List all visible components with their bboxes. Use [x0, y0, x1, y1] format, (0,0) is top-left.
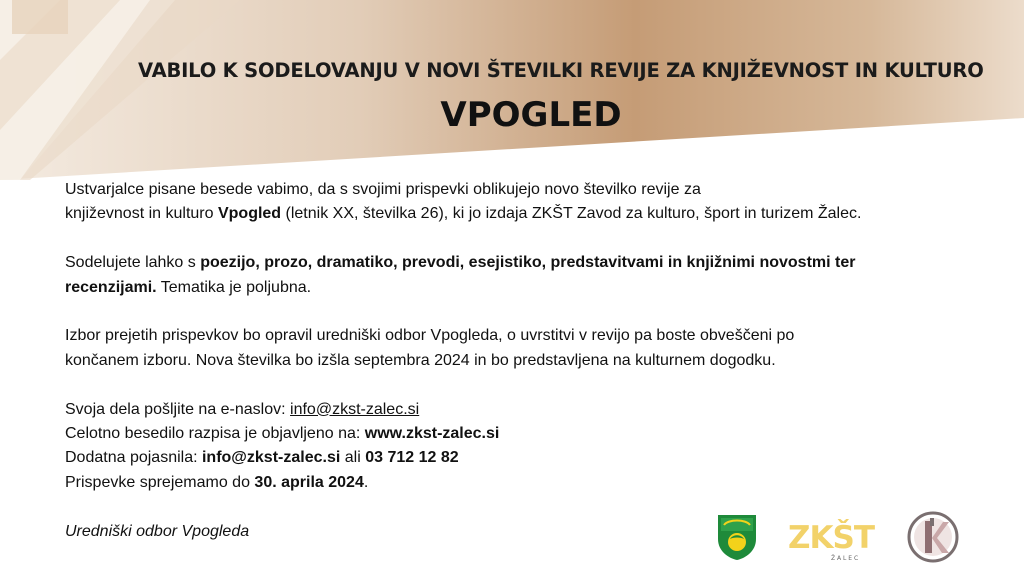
- banner-graphic: [0, 0, 1024, 180]
- paragraph-intro: [65, 178, 985, 227]
- categories-lead: Sodelujete lahko s: [65, 254, 201, 272]
- website-link[interactable]: www.zkst-zalec.si: [364, 425, 500, 443]
- info-or: ali: [340, 449, 366, 467]
- info-label: Dodatna pojasnila:: [65, 449, 202, 467]
- magazine-name: Vpogled: [217, 205, 282, 223]
- paragraph-contact: [65, 398, 985, 496]
- deadline-date: 30. aprila 2024: [254, 473, 364, 491]
- k-round-logo: [907, 511, 959, 563]
- intro-line-2-end: (letnik XX, številka 26), ki jo izdaja ZKŠT Zavod za kulturo, šport in turizem Žalec.: [281, 205, 862, 223]
- full-text-label: Celotno besedilo razpisa je objavljeno na:: [65, 425, 365, 443]
- crest-icon: [716, 513, 758, 561]
- selection-line-2: končanem izboru. Nova številka bo izšla septembra 2024 in bo predstavljena na kulturnem dogodku.: [65, 351, 776, 369]
- header-banner: [0, 0, 1024, 180]
- zkst-logo-graphic: [787, 514, 877, 564]
- send-label: Svoja dela pošljite na e-naslov:: [65, 400, 291, 418]
- k-logo-icon: [907, 511, 959, 563]
- info-phone: 03 712 12 82: [365, 449, 459, 467]
- send-email-link[interactable]: info@zkst-zalec.si: [290, 400, 420, 418]
- paragraph-selection: [65, 324, 985, 373]
- categories-theme: Tematika je poljubna.: [156, 278, 312, 296]
- categories-list-end: recenzijami.: [65, 278, 157, 296]
- body-text: [65, 178, 985, 544]
- signature: Uredniški odbor Vpogleda: [65, 522, 250, 540]
- zkst-logo-text: ZKŠT: [788, 520, 874, 556]
- subtitle: VABILO K SODELOVANJU V NOVI ŠTEVILKI REVIJE ZA KNJIŽEVNOST IN KULTURO: [138, 59, 984, 82]
- municipality-crest-logo: [716, 513, 758, 561]
- info-email-link[interactable]: info@zkst-zalec.si: [201, 449, 341, 467]
- page-title: VPOGLED: [440, 95, 622, 135]
- zkst-logo: [787, 514, 877, 564]
- intro-line-2: književnost in kulturo: [65, 205, 218, 223]
- categories-list: poezijo, prozo, dramatiko, prevodi, esejistiko, predstavitvami in knjižnimi novostmi ter: [200, 254, 856, 272]
- deadline-end: .: [363, 473, 369, 491]
- zkst-logo-subtext: Ž A L E C: [831, 555, 859, 562]
- paragraph-categories: [65, 251, 985, 300]
- deadline-label: Prispevke sprejemamo do: [65, 473, 255, 491]
- selection-line-1: Izbor prejetih prispevkov bo opravil uredniški odbor Vpogleda, o uvrstitvi v revijo pa boste obveščeni po: [65, 327, 795, 345]
- intro-line-1: Ustvarjalce pisane besede vabimo, da s svojimi prispevki oblikujejo novo številko revije za: [65, 181, 701, 198]
